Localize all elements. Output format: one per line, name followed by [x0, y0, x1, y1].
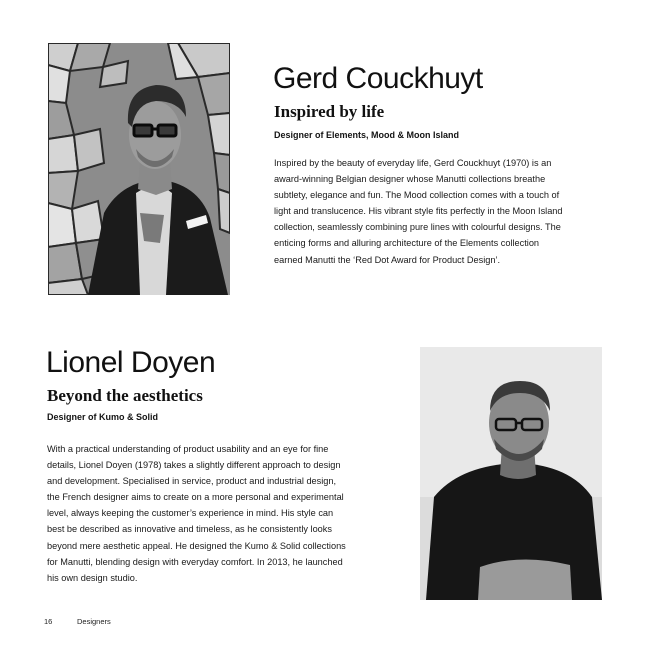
- designer-photo-lionel-doyen: [420, 347, 602, 600]
- bio-line: With a practical understanding of product usability and an eye for fine: [47, 444, 329, 454]
- bio-line: beyond mere aesthetic appeal. He designed the Kumo & Solid collections: [47, 540, 346, 551]
- designer-bio: [274, 155, 604, 268]
- bio-line: the French designer aims to create on a more personal and experimental: [47, 492, 344, 503]
- bio-line: award-winning Belgian designer whose Manutti collections breathe: [274, 174, 546, 185]
- bio-line: collection, seamlessly combining pure lines with colourful designs. The: [274, 222, 561, 233]
- bio-line: for Manutti, blending design with everyday comfort. In 2013, he launched: [47, 556, 343, 567]
- bio-line: and development. Specialised in service, product and industrial design,: [47, 476, 337, 487]
- bio-line: Inspired by the beauty of everyday life, Gerd Couckhuyt (1970) is an: [274, 158, 552, 168]
- designer-bio: [47, 441, 387, 586]
- bio-line: earned Manutti the ‘Red Dot Award for Product Design’.: [274, 254, 501, 265]
- bio-line: enticing forms and alluring architecture of the Elements collection: [274, 238, 540, 249]
- designer-photo-gerd-couckhuyt: [48, 43, 230, 295]
- bio-line: subtlety, elegance and fun. The Mood collection comes with a touch of: [274, 190, 560, 201]
- designer-role: Designer of Kumo & Solid: [47, 412, 159, 422]
- section-label: Designers: [77, 617, 111, 626]
- bio-line: light and translucence. His vibrant style fits perfectly in the Moon Island: [274, 206, 563, 217]
- designer-tagline: Inspired by life: [274, 102, 385, 121]
- bio-line: level, always keeping the customer’s experience in mind. His style can: [47, 508, 334, 519]
- page-number: 16: [44, 617, 53, 626]
- designer-tagline: Beyond the aesthetics: [47, 386, 203, 405]
- bio-line: his own design studio.: [47, 572, 138, 583]
- bio-line: details, Lionel Doyen (1978) takes a slightly different approach to design: [47, 460, 341, 471]
- designer-name: Lionel Doyen: [46, 346, 216, 379]
- designer-role: Designer of Elements, Mood & Moon Island: [274, 130, 460, 140]
- designer-name: Gerd Couckhuyt: [273, 62, 483, 95]
- bio-line: best be described as innovative and timeless, as he consistently looks: [47, 524, 332, 535]
